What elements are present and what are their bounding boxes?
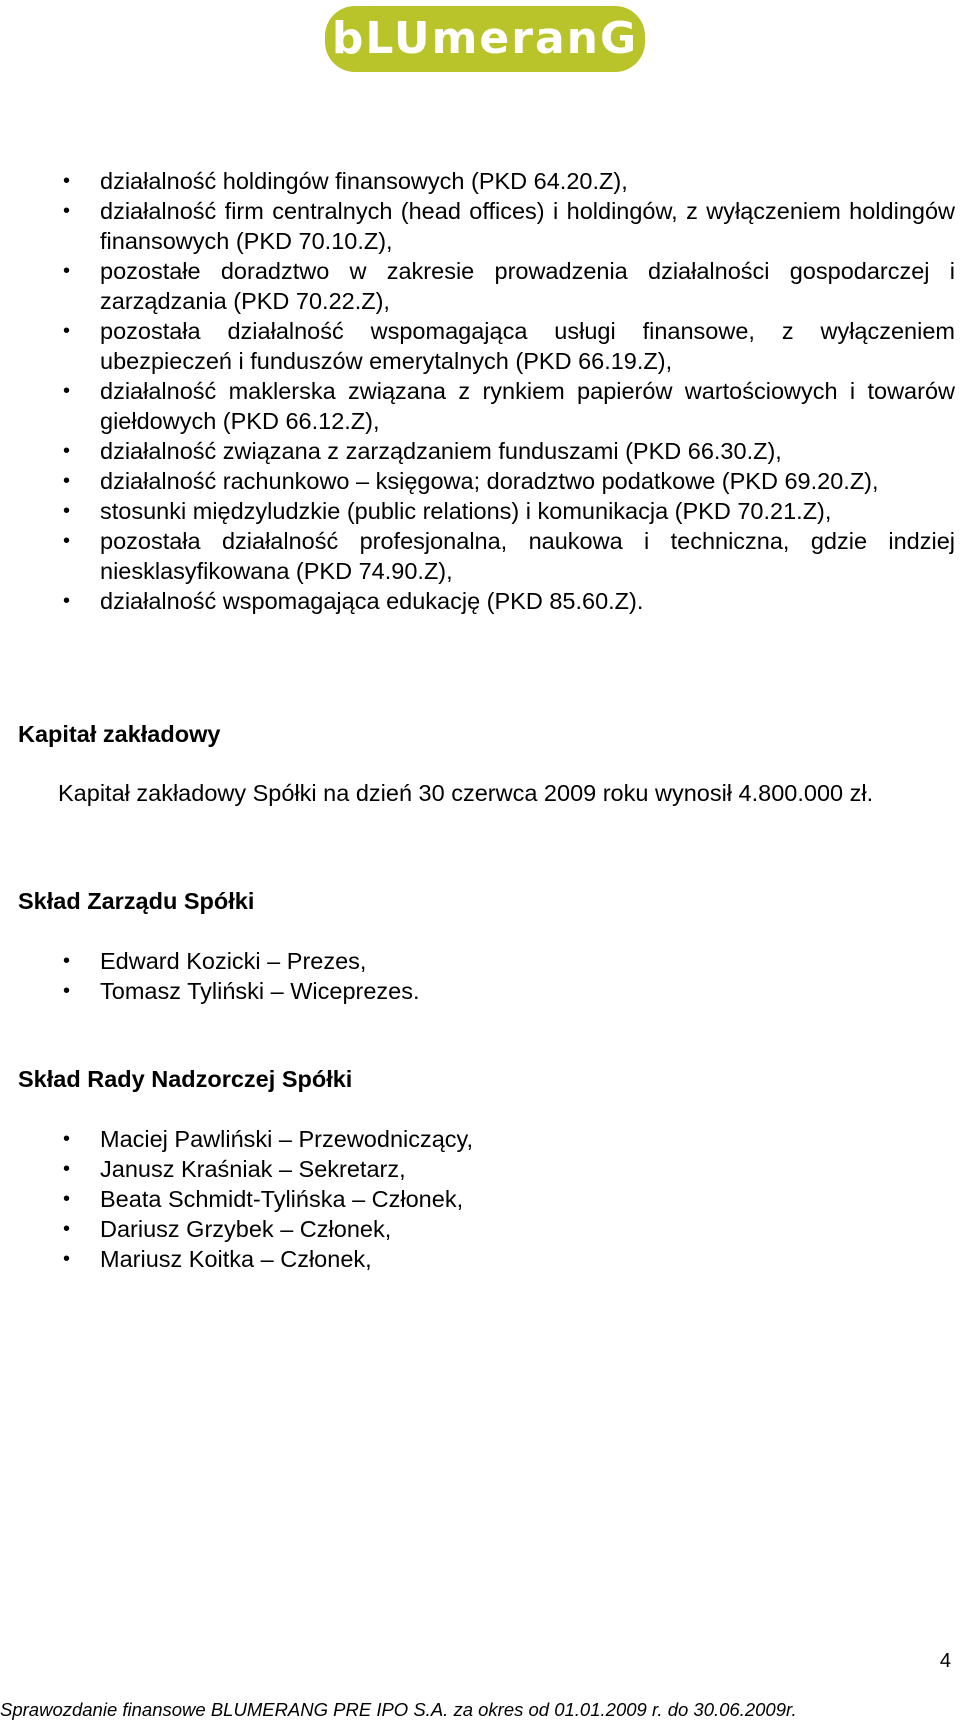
supervisory-heading: Skład Rady Nadzorczej Spółki — [18, 1066, 353, 1092]
list-item: • pozostała działalność wspomagająca usługi finansowe, z wyłączeniem ubezpieczeń i funduszów emerytalnych (PKD 66.19.Z), — [60, 316, 955, 376]
list-item: • działalność maklerska związana z rynkiem papierów wartościowych i towarów giełdowych (PKD 66.12.Z), — [60, 376, 955, 436]
list-item: • stosunki międzyludzkie (public relations) i komunikacja (PKD 70.21.Z), — [60, 496, 955, 526]
capital-text: Kapitał zakładowy Spółki na dzień 30 czerwca 2009 roku wynosił 4.800.000 zł. — [58, 780, 874, 806]
list-item: • Janusz Kraśniak – Sekretarz, — [60, 1154, 860, 1184]
list-item: • Mariusz Koitka – Członek, — [60, 1244, 860, 1274]
list-item: • Beata Schmidt-Tylińska – Członek, — [60, 1184, 860, 1214]
board-members-list — [60, 946, 860, 1006]
capital-heading: Kapitał zakładowy — [18, 721, 221, 747]
blumerang-logo — [325, 6, 645, 72]
list-item: • działalność holdingów finansowych (PKD 64.20.Z), — [60, 166, 955, 196]
footer-text: Sprawozdanie finansowe BLUMERANG PRE IPO S.A. za okres od 01.01.2009 r. do 30.06.2009r. — [0, 1699, 797, 1720]
supervisory-members-list — [60, 1124, 860, 1274]
list-item: • Maciej Pawliński – Przewodniczący, — [60, 1124, 860, 1154]
list-item: • Edward Kozicki – Prezes, — [60, 946, 860, 976]
activities-list — [60, 166, 955, 616]
list-item: • pozostałe doradztwo w zakresie prowadzenia działalności gospodarczej i zarządzania (PKD 70.22.Z), — [60, 256, 955, 316]
list-item: • Dariusz Grzybek – Członek, — [60, 1214, 860, 1244]
logo-text: bLUmeranG — [331, 13, 639, 64]
board-heading: Skład Zarządu Spółki — [18, 888, 255, 914]
list-item: • działalność firm centralnych (head offices) i holdingów, z wyłączeniem holdingów finansowych (PKD 70.10.Z), — [60, 196, 955, 256]
list-item: • pozostała działalność profesjonalna, naukowa i techniczna, gdzie indziej niesklasyfikowana (PKD 74.90.Z), — [60, 526, 955, 586]
list-item: • działalność rachunkowo – księgowa; doradztwo podatkowe (PKD 69.20.Z), — [60, 466, 955, 496]
list-item: • działalność wspomagająca edukację (PKD 85.60.Z). — [60, 586, 955, 616]
list-item: • Tomasz Tyliński – Wiceprezes. — [60, 976, 860, 1006]
page-number: 4 — [939, 1650, 951, 1672]
list-item: • działalność związana z zarządzaniem funduszami (PKD 66.30.Z), — [60, 436, 955, 466]
